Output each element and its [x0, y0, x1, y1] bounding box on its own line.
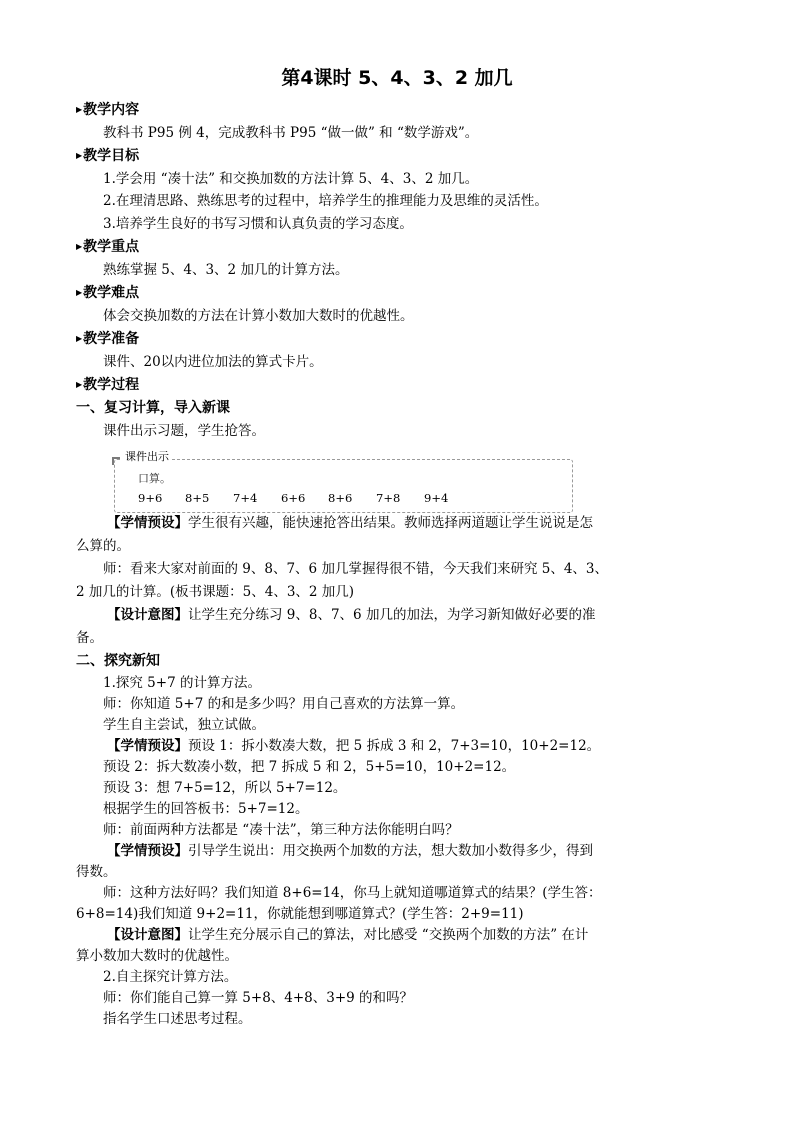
paragraph: 师：看来大家对前面的 9、8、7、6 加几掌握得很不错，今天我们来研究 5、4、3、 [103, 561, 608, 577]
part1-line1: 课件出示习题，学生抢答。 [103, 423, 265, 439]
corner-mark [112, 457, 120, 465]
paragraph: 2.自主探究计算方法。 [103, 969, 238, 985]
bullet-icon: ▶ [76, 151, 83, 160]
paragraph: 【设计意图】让学生充分展示自己的算法，对比感受 “交换两个加数的方法” 在计 [107, 927, 589, 943]
expression: 6+6 [281, 491, 306, 505]
section-head-key: ▶教学重点 [76, 239, 140, 255]
goal-2: 2.在理清思路、熟练思考的过程中，培养学生的推理能力及思维的灵活性。 [103, 193, 548, 209]
courseware-label: 课件出示 [122, 450, 172, 464]
paragraph-cont: 么算的。 [76, 538, 130, 554]
tag-label: 【学情预设】 [107, 515, 188, 531]
paragraph: 师：前面两种方法都是 “凑十法”，第三种方法你能明白吗？ [103, 822, 459, 838]
expression: 7+4 [233, 491, 258, 505]
section-head-content: ▶教学内容 [76, 102, 140, 118]
part2-heading: 二、探究新知 [76, 653, 160, 669]
paragraph: 【学情预设】引导学生说出：用交换两个加数的方法，想大数加小数得多少，得到 [107, 843, 593, 859]
paragraph: 1.探究 5+7 的计算方法。 [103, 675, 261, 691]
paragraph: 【学情预设】学生很有兴趣，能快速抢答出结果。教师选择两道题让学生说说是怎 [107, 515, 593, 531]
bullet-icon: ▶ [76, 105, 83, 114]
page-title: 第4课时 5、4、3、2 加几 [281, 67, 513, 89]
paragraph: 师：这种方法好吗？我们知道 8+6=14，你马上就知道哪道算式的结果？(学生答： [103, 885, 602, 901]
expression: 7+8 [376, 491, 401, 505]
expression: 9+6 [138, 491, 163, 505]
paragraph: 【设计意图】让学生充分练习 9、8、7、6 加几的加法，为学习新知做好必要的准 [107, 607, 596, 623]
bullet-icon: ▶ [76, 334, 83, 343]
tag-label: 【设计意图】 [107, 607, 188, 623]
section-head-difficult: ▶教学难点 [76, 285, 140, 301]
paragraph-cont: 备。 [76, 630, 103, 646]
expression: 8+6 [328, 491, 353, 505]
paragraph: 师：你知道 5+7 的和是多少吗？用自己喜欢的方法算一算。 [103, 696, 465, 712]
paragraph-cont: 得数。 [76, 864, 117, 880]
paragraph: 预设 2：拆大数凑小数，把 7 拆成 5 和 2，5+5=10，10+2=12。 [103, 759, 516, 775]
part1-heading: 一、复习计算，导入新课 [76, 400, 230, 416]
paragraph: 师：你们能自己算一算 5+8、4+8、3+9 的和吗？ [103, 990, 414, 1006]
section-head-goals: ▶教学目标 [76, 148, 140, 164]
difficult-text: 体会交换加数的方法在计算小数加大数时的优越性。 [103, 308, 414, 324]
goal-1: 1.学会用 “凑十法” 和交换加数的方法计算 5、4、3、2 加几。 [103, 171, 479, 187]
bullet-icon: ▶ [76, 380, 83, 389]
paragraph: 学生自主尝试，独立试做。 [103, 717, 265, 733]
key-text: 熟练掌握 5、4、3、2 加几的计算方法。 [103, 262, 349, 278]
goal-3: 3.培养学生良好的书写习惯和认真负责的学习态度。 [103, 216, 413, 232]
paragraph: 根据学生的回答板书：5+7=12。 [103, 801, 309, 817]
paragraph-cont: 2 加几的计算。(板书课题：5、4、3、2 加几) [76, 584, 355, 600]
section-head-process: ▶教学过程 [76, 377, 140, 393]
paragraph-cont: 算小数加大数时的优越性。 [76, 948, 238, 964]
section-head-prep: ▶教学准备 [76, 331, 140, 347]
paragraph-cont: 6+8=14)我们知道 9+2=11，你就能想到哪道算式？(学生答：2+9=11) [76, 906, 524, 922]
content-text: 教科书 P95 例 4，完成教科书 P95 “做一做” 和 “数学游戏”。 [103, 125, 479, 141]
paragraph: 指名学生口述思考过程。 [103, 1011, 252, 1027]
tag-label: 【学情预设】 [107, 738, 188, 754]
bullet-icon: ▶ [76, 288, 83, 297]
bullet-icon: ▶ [76, 242, 83, 251]
paragraph: 【学情预设】预设 1：拆小数凑大数，把 5 拆成 3 和 2，7+3=10，10+2=12。 [107, 738, 601, 754]
tag-label: 【学情预设】 [107, 843, 188, 859]
paragraph: 预设 3：想 7+5=12，所以 5+7=12。 [103, 780, 347, 796]
expression: 9+4 [424, 491, 449, 505]
expression: 8+5 [185, 491, 210, 505]
tag-label: 【设计意图】 [107, 927, 188, 943]
prep-text: 课件、20以内进位加法的算式卡片。 [103, 354, 323, 370]
courseware-subtitle: 口算。 [138, 472, 171, 485]
